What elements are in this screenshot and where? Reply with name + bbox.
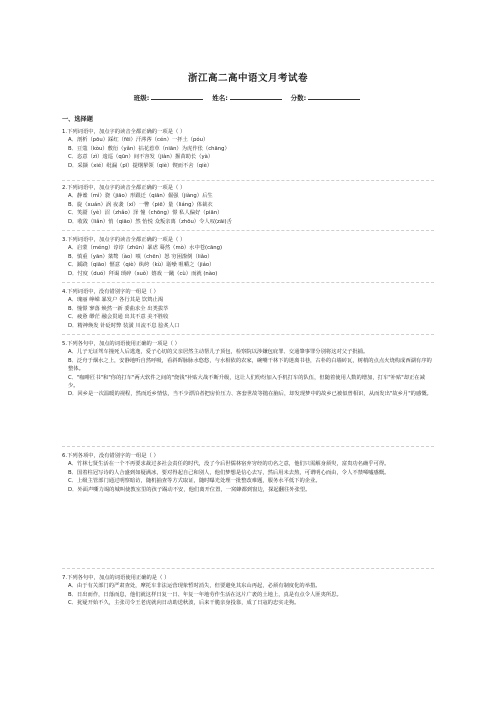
option-b[interactable]: B．慎重（yān）桀骜（ào）嗔（chēn）怒 穷困潦倒（liǎo）: [68, 253, 213, 260]
question-divider: [62, 180, 434, 181]
question-stem: 1.下列词语中，加点字的读音全都正确的一项是（ ）: [62, 129, 186, 135]
option-d[interactable]: D．精神焕发 针砭时弊 装潢 川流不息 脍炙人口: [68, 322, 180, 329]
name-blank[interactable]: [230, 93, 282, 100]
question-divider: [62, 230, 434, 231]
option-c[interactable]: C．犹疑开始不久，主张司令王老虎就向日动助送秋波，后来干脆亲身投靠，成了日寇的忠实走狗。: [68, 600, 300, 607]
option-a[interactable]: A．儿子无证驾车撞死人后逃逸，爱子心切的父亲居然主动帮儿子顶包，检察院以涉嫌包庇罪、交通肇事罪分别将这对父子批捕。: [68, 349, 369, 356]
student-info-line: [0, 93, 496, 102]
option-c[interactable]: C．疲惫 缈茫 融会贯通 出其不意 美不胜收: [68, 314, 169, 321]
score-blank[interactable]: [308, 93, 360, 100]
option-a[interactable]: A．静谧（mì）骁（jiāo）形跟迁（qiān）倔强（jiàng）后生: [68, 193, 213, 200]
option-d[interactable]: D．外面声嘶力竭的城叫使教室里的孩子踢动不安，他们离开位置，一窝蜂都到窗边，探起翻往外张望。: [68, 486, 311, 493]
option-a[interactable]: A．由于有关部门的严肃查处，摩托车非法运营现象暂时消失，但要避免其东山再起，必须有制度化的举措。: [68, 583, 321, 590]
question-4: [62, 288, 434, 330]
section-heading: 一、选择题: [62, 116, 93, 123]
option-b[interactable]: B．憧憬 寥落 焕然一新 委曲求全 出类拔萃: [68, 305, 169, 312]
option-d[interactable]: D．采撷（xié）纰漏（pī）提纲挈领（qiè）锲而不舍（qiè）: [68, 162, 213, 169]
option-b[interactable]: B．日出而作，日落而息，他们就这样日复一日、年复一年地劳作生活在这片广袤的土地上，真是有点令人匪夷所思。: [68, 591, 342, 598]
question-stem: 6.下列各项中，没有错别字的一组是（ ）: [62, 453, 159, 459]
option-b[interactable]: B．旋（xuán）涡 夜袭（xí）一瞥（piē）量（liáng）体裁衣: [68, 201, 213, 208]
option-c[interactable]: C．上级主管部门通过明察暗访，随机抽查等方式取证，随时曝光处理一批整改难题，服务水平低下的企业。: [68, 478, 321, 485]
option-c[interactable]: C．蹊跷（qiāo）惬意（qiè）纨绔（kù）聒噪 咀嚼之（jiáo）: [68, 262, 215, 269]
question-3: [62, 236, 434, 278]
question-stem: 5.下列各句中，加点的词语使用正确的一项是（ ）: [62, 341, 180, 347]
page-title: 浙江高二高中语文月考试卷: [187, 73, 308, 84]
question-divider: [62, 334, 434, 335]
option-a[interactable]: A．启蒙（méng）谆谆（zhūn）暴虐 蓦然（mò）水中苍(cāng): [68, 245, 223, 252]
question-divider: [62, 568, 434, 569]
question-6: [62, 452, 434, 494]
question-2: [62, 184, 434, 226]
option-a[interactable]: A．瑰丽 峥嵘 暴发户 各行其是 饮鸩止渴: [68, 297, 164, 304]
option-a[interactable]: A．剖析（pōu）踩红（fēi）汗涔涔（cén）一抔土（póu）: [68, 137, 209, 144]
option-c[interactable]: C．"咖啡匠书"和"你的打车"两大软件之间的"烧钱"补贴大战不断升级，这让人们纷纷加入手机打车的队伍，但随着使用人数的增加，打车"补贴"却正在减少。: [68, 374, 425, 390]
option-b[interactable]: B．泛舟于烟水之上，安静地听自然呼吸，看斜晖脉脉水悠悠，与水相依的农家，碗嘴干林下的迷离书巷，古朴的白墙砖瓦，树梢的点点火烧构成西湖有序的整体。: [68, 357, 432, 373]
option-d[interactable]: D．收敛（liǎn）悄（qiāo）然 怡悦 众叛亲离（zhōu）令人叹(zāi)舌: [68, 218, 232, 225]
name-label: 姓名:: [212, 94, 228, 102]
question-stem: 7.下列各句中，加点的词语使用正确的是（ ）: [62, 575, 170, 581]
question-divider: [62, 446, 434, 447]
question-7: [62, 574, 434, 608]
option-b[interactable]: B．国着柱冠写诗的人合盛到如疑满冰，要对得起自己和别人，他们梦想是信心去写，然后用未去熬，可谓明心而由，令人不禁唏嘘感慨。: [68, 469, 390, 476]
question-stem: 4.下列词语中，没有错别字的一组是（ ）: [62, 289, 159, 295]
question-5: [62, 340, 434, 399]
question-stem: 3.下列词语中，加点字的读音全都正确的一项是（ ）: [62, 237, 186, 243]
option-b[interactable]: B．豆蔻（kòu）敷衍（yǎn）拈花惹草（niān）为虎作伥（chāng）: [68, 145, 230, 152]
option-c[interactable]: C．恣意（zì）逡巡（qūn）间不容发（jiàn）揠苗助长（yà）: [68, 154, 214, 161]
option-c[interactable]: C．笑靥（yè）沼（zhǎo）泽 憧（chōng）憬 私人偏好（piān）: [68, 210, 223, 217]
class-label: 班级:: [133, 94, 150, 102]
score-label: 分数:: [290, 94, 307, 102]
question-stem: 2.下列词语中，加点字的读音全都正确的一项是（ ）: [62, 185, 186, 191]
option-d[interactable]: D．忖度（duó）拜谒 琐碎（suǒ）嬉戏 一蹴（cù）而就 (nào): [68, 270, 218, 277]
question-divider: [62, 282, 434, 283]
option-a[interactable]: A．竹林七贤生活在一个不再要求裁过多社会责任的时代，没了今后世儒林宿弃穷经的功名之意，他们只需解身须臾，富贵功名确乎可得。: [68, 461, 390, 468]
question-1: [62, 128, 434, 170]
class-blank[interactable]: [151, 93, 203, 100]
option-d[interactable]: D．回乡是一次温暖的视程，然而近乡情怯，当不少漂泊者把房价压力、客套世故等抛在脑后，却发现梦中的故乡已被似曾相识，从而发出"故乡月"的感慨。: [68, 391, 432, 398]
